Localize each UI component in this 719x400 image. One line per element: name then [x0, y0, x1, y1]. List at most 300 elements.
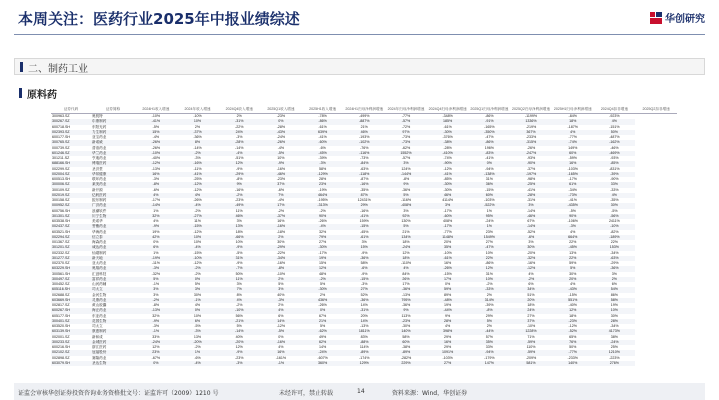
growth-cell: 5% [135, 277, 177, 282]
growth-cell: -16% [343, 182, 385, 187]
growth-cell: 30% [510, 245, 552, 250]
growth-cell: -9% [135, 319, 177, 324]
growth-cell: 185% [427, 119, 469, 124]
growth-cell: -34% [260, 256, 302, 261]
growth-cell: 5% [278, 282, 284, 286]
page-number: 14 [357, 388, 365, 395]
growth-cell: 5% [469, 319, 511, 324]
growth-cell: -26% [193, 198, 202, 202]
growth-cell: 4% [278, 345, 284, 349]
growth-cell: -19% [318, 187, 327, 192]
growth-cell: -26% [318, 303, 327, 307]
growth-cell: -87% [360, 177, 369, 181]
stock-name-cell: 黄山胶囊 [92, 303, 107, 307]
growth-cell: -30% [443, 187, 452, 192]
growth-cell: 19% [444, 303, 452, 307]
growth-cell: -49% [218, 203, 260, 208]
growth-cell: -37% [526, 166, 536, 171]
growth-cell: 9% [385, 308, 427, 313]
growth-cell: 50% [594, 130, 636, 135]
growth-cell: 408% [443, 219, 453, 223]
growth-cell: 23% [135, 350, 177, 355]
growth-cell: -9% [361, 271, 368, 276]
growth-cell: -22% [235, 124, 244, 129]
growth-cell: -25% [193, 177, 202, 181]
growth-cell: -2% [236, 303, 243, 307]
growth-cell: -17% [568, 177, 577, 181]
growth-cell: -47% [469, 245, 511, 250]
growth-cell: 18% [552, 119, 594, 124]
growth-cell: -36% [343, 256, 385, 261]
growth-cell: 3% [403, 208, 409, 213]
growth-cell: -86% [485, 114, 494, 118]
stock-code-cell: 300452.SZ [52, 282, 70, 286]
growth-cell: 61% [552, 182, 594, 187]
growth-cell: 21% [360, 124, 368, 129]
growth-cell: -56% [594, 214, 636, 219]
growth-cell: 0% [135, 361, 177, 366]
growth-cell: -46% [610, 145, 619, 150]
stock-name-cell: 新和成 [92, 334, 103, 339]
stock-name-cell: 新开源 [92, 187, 103, 192]
growth-cell: -2% [194, 271, 201, 276]
column-header: 2025Q1归母净利润增速 [469, 106, 511, 114]
growth-cell: 314% [469, 298, 511, 303]
growth-cell: -5% [194, 324, 201, 328]
growth-cell: 29% [444, 334, 452, 339]
growth-cell: 18% [385, 256, 427, 261]
growth-cell: 30% [193, 292, 202, 297]
growth-cell: -487% [609, 135, 620, 139]
growth-cell: 9% [445, 313, 451, 318]
growth-cell: -14% [526, 208, 536, 213]
stock-name-cell: 海森药业 [92, 240, 107, 244]
growth-cell: 2% [260, 235, 302, 240]
growth-cell: -24% [594, 340, 636, 345]
stock-code-cell: 002393.SZ [51, 130, 91, 135]
growth-cell: 129% [343, 361, 385, 366]
growth-cell: -86% [302, 119, 344, 124]
growth-cell: -66% [218, 235, 260, 240]
growth-cell: 26% [385, 277, 427, 282]
growth-cell: -8% [402, 177, 410, 181]
growth-cell: -16% [276, 261, 286, 265]
growth-cell: 140% [385, 329, 427, 334]
growth-cell: -94% [485, 166, 494, 171]
growth-cell: -189% [594, 235, 636, 240]
stock-name-cell: 冠福股份 [91, 350, 135, 355]
growth-cell: -8% [260, 266, 302, 271]
growth-cell: 10% [235, 240, 243, 244]
growth-cell: -110% [400, 261, 412, 265]
growth-cell: 0% [153, 240, 159, 244]
growth-cell: 4% [594, 193, 636, 198]
growth-cell: -31% [526, 198, 536, 202]
stock-name-cell: 力生制药 [91, 130, 135, 135]
growth-cell: -6% [194, 355, 201, 360]
stock-name-cell: 司太立 [91, 287, 135, 292]
growth-cell: -39% [594, 172, 636, 177]
growth-cell: -24% [485, 219, 494, 223]
growth-cell: -3% [552, 224, 594, 229]
growth-cell: -5% [152, 124, 160, 129]
subsection-marker [19, 88, 22, 98]
growth-cell: 581% [510, 361, 552, 366]
growth-cell: -84% [343, 161, 385, 166]
growth-cell: 10% [594, 308, 636, 313]
growth-cell: -23% [235, 355, 244, 360]
growth-cell: -76% [360, 145, 369, 150]
growth-cell: -28% [218, 140, 260, 145]
growth-cell: -41% [526, 187, 536, 192]
growth-cell: -12% [135, 161, 177, 166]
growth-cell: 149% [568, 145, 578, 150]
growth-cell: -94% [469, 350, 511, 355]
growth-cell: -90% [510, 161, 552, 166]
stock-code-cell: 300233.SZ [51, 340, 91, 345]
growth-cell: 25% [610, 345, 618, 349]
growth-cell: 2% [486, 324, 492, 328]
growth-cell: 10% [193, 240, 202, 244]
growth-cell: 13% [193, 334, 202, 339]
stock-name-cell: 浙江医药 [92, 345, 107, 349]
column-header: 2025Q2扣非增速 [635, 106, 677, 114]
stock-code-cell: 688166.SH [51, 161, 91, 166]
growth-cell: 360% [302, 361, 344, 366]
growth-cell: 3% [260, 287, 302, 292]
growth-cell: 32% [318, 229, 327, 234]
stock-code-cell: 002898.SZ [52, 355, 70, 360]
stock-name-cell: 华海药业 [92, 229, 107, 234]
stock-name-cell: 金河生物 [92, 292, 107, 297]
growth-cell: 90% [552, 214, 594, 219]
growth-cell: 276% [594, 361, 636, 366]
growth-cell: 4% [570, 229, 576, 234]
growth-cell: 58% [318, 166, 327, 171]
growth-cell: 113% [401, 313, 411, 318]
header-divider [14, 34, 705, 35]
brand-name: 华创研究 [665, 14, 705, 25]
growth-cell: -6% [343, 266, 385, 271]
growth-cell: 367% [510, 130, 552, 135]
growth-cell: 159% [359, 219, 369, 223]
stock-code-cell: 300267.SZ [51, 119, 91, 124]
growth-cell: 5% [194, 282, 201, 286]
growth-cell: 15% [343, 245, 385, 250]
growth-cell: 3% [427, 203, 469, 208]
growth-cell: 31% [218, 256, 260, 261]
growth-cell: -8% [135, 182, 177, 187]
stock-code-cell: 301301.SZ [51, 214, 91, 219]
growth-cell: -2% [194, 208, 201, 213]
section-marker [20, 62, 23, 72]
growth-cell: -6% [319, 145, 326, 150]
growth-cell: 4% [528, 271, 534, 276]
growth-cell: -197% [510, 172, 552, 177]
column-header: 2024年归母净利润增速 [385, 106, 427, 114]
growth-cell: 2% [278, 303, 284, 307]
section-title: 二、制药工业 [28, 64, 88, 75]
growth-cell: -24% [276, 135, 286, 139]
growth-cell: 4% [218, 298, 260, 303]
growth-cell: -45% [552, 245, 594, 250]
growth-cell: -67% [151, 355, 161, 360]
growth-cell: -11% [193, 166, 202, 171]
growth-cell: 76% [552, 340, 594, 345]
stock-code-cell: 002688.SZ [52, 292, 70, 297]
growth-cell: -4% [152, 135, 160, 139]
growth-cell: -85% [594, 161, 636, 166]
growth-cell: -13% [360, 324, 369, 328]
growth-cell: 5% [319, 324, 326, 328]
growth-cell: 29% [444, 345, 452, 349]
growth-cell: -44% [427, 308, 469, 313]
growth-cell: -116% [343, 151, 385, 156]
stock-code-cell: 002001.SZ [52, 334, 70, 339]
stock-code-cell: 603229.SH [51, 266, 91, 271]
growth-cell: 67% [527, 219, 535, 223]
growth-cell: 12% [402, 250, 410, 255]
growth-cell: -29% [218, 172, 260, 177]
stock-name-cell: 亿帆医药 [91, 193, 135, 198]
stock-code-cell: 000739.SZ [52, 145, 70, 150]
stock-name-cell: 亚宝药业 [92, 135, 107, 139]
growth-cell: -11% [151, 261, 160, 265]
growth-cell: -2% [302, 277, 344, 282]
growth-cell: 38% [610, 334, 618, 339]
growth-cell: -26% [318, 219, 327, 223]
stock-name-cell: 莱美药业 [91, 182, 135, 187]
growth-cell: 2% [594, 277, 636, 282]
growth-cell: -14% [510, 224, 552, 229]
stock-code-cell: 000952.SZ [51, 203, 91, 208]
growth-cell: 27% [485, 240, 493, 244]
growth-cell: -223% [609, 355, 620, 360]
growth-cell: -60% [427, 214, 469, 219]
growth-cell: -36% [385, 287, 427, 292]
stock-name-cell: 金城医药 [91, 340, 135, 345]
growth-cell: -45% [360, 229, 369, 234]
growth-cell: 2% [319, 292, 326, 297]
growth-cell: 86% [610, 292, 618, 297]
stock-code-cell: 600267.SH [51, 308, 91, 313]
growth-cell: 19% [610, 303, 618, 307]
growth-cell: -1% [152, 282, 160, 286]
growth-cell: 57% [485, 334, 493, 339]
growth-cell: -6% [152, 187, 160, 192]
growth-cell: 24% [218, 130, 260, 135]
growth-cell: 1% [153, 250, 159, 255]
growth-cell: 4% [445, 324, 451, 328]
growth-cell: -408% [385, 203, 427, 208]
brand-logo [650, 10, 705, 25]
growth-cell: -41% [343, 214, 385, 219]
stock-code-cell: 300401.SZ [51, 319, 91, 324]
growth-cell: -9% [236, 261, 243, 265]
growth-cell: 95% [469, 214, 511, 219]
growth-cell: 35% [427, 245, 469, 250]
growth-cell: -10% [135, 151, 177, 156]
growth-cell: 5% [385, 193, 427, 198]
growth-cell: 1% [153, 208, 159, 213]
growth-cell: -16% [235, 187, 244, 192]
growth-cell: -16% [360, 208, 369, 213]
stock-name-cell: 赛隆药业 [92, 355, 107, 360]
growth-cell: -83% [469, 151, 511, 156]
growth-cell: 4% [135, 193, 177, 198]
growth-cell: -29% [610, 261, 619, 265]
stock-name-cell: 亚太药业 [92, 261, 107, 265]
growth-cell: -59% [510, 350, 552, 355]
table-body [51, 114, 677, 367]
growth-cell: 16% [260, 350, 302, 355]
growth-cell: -88% [343, 340, 385, 345]
growth-cell: -16% [526, 261, 536, 265]
growth-cell: -12% [443, 166, 452, 171]
growth-cell: -73% [385, 140, 427, 145]
stock-code-cell: 300561.SH [52, 271, 70, 276]
growth-cell: -36% [401, 187, 411, 192]
footer-source: 资料来源：Wind，华创证券 [392, 390, 468, 397]
growth-cell: 30% [569, 271, 577, 276]
growth-cell: 71% [527, 334, 535, 339]
growth-cell: 1% [177, 350, 219, 355]
stock-code-cell: 603521.SH [52, 229, 70, 234]
growth-cell: -138% [469, 172, 511, 177]
growth-cell: 12% [552, 308, 594, 313]
growth-cell: 30% [610, 313, 618, 318]
growth-cell: -26% [260, 140, 302, 145]
growth-cell: -37% [177, 130, 219, 135]
growth-cell: 0% [177, 308, 219, 313]
growth-cell: -57% [385, 119, 427, 124]
growth-cell: 3% [528, 240, 534, 244]
growth-cell: 40% [277, 292, 285, 297]
growth-cell: -77% [568, 135, 577, 139]
growth-cell: -2% [486, 282, 493, 286]
growth-cell: -187% [567, 124, 578, 129]
growth-cell: -73% [360, 156, 369, 160]
growth-cell: -15% [443, 271, 452, 276]
stock-name-cell: 富祥药业 [91, 277, 135, 282]
growth-cell: -35% [360, 187, 369, 192]
stock-code-cell: 300497.SZ [51, 277, 91, 282]
subsection-title: 原料药 [27, 90, 57, 101]
growth-cell: -14% [193, 145, 202, 150]
growth-cell: -24% [302, 350, 344, 355]
growth-cell: 97% [385, 130, 427, 135]
growth-cell: -41% [485, 156, 494, 160]
growth-cell: -28% [276, 124, 286, 129]
growth-cell: -34% [610, 250, 619, 255]
growth-cell: -62% [401, 145, 411, 150]
stock-code-cell: 603079.SH [51, 361, 91, 366]
growth-cell: -10% [218, 308, 260, 313]
growth-cell: 50% [235, 271, 243, 276]
growth-cell: -2% [319, 208, 326, 213]
growth-cell: 59% [569, 261, 577, 265]
growth-cell: 83% [360, 334, 368, 339]
stock-name-cell: 灵康药业 [91, 298, 135, 303]
growth-cell: 398% [427, 329, 469, 334]
growth-cell: 30% [277, 240, 285, 244]
growth-cell: -118% [343, 172, 385, 177]
stock-name-cell: 尔康制药 [91, 119, 135, 124]
growth-cell: -61% [318, 124, 327, 129]
growth-cell: -348% [442, 114, 453, 118]
growth-cell: -2% [177, 151, 219, 156]
growth-cell: -74% [443, 156, 452, 160]
growth-cell: -12% [276, 324, 286, 328]
growth-cell: -1% [260, 361, 302, 366]
growth-cell: -59% [568, 156, 577, 160]
growth-cell: -16% [177, 161, 219, 166]
growth-cell: 23% [302, 182, 344, 187]
stock-name-cell: 东阳光药 [92, 124, 107, 129]
column-header: 2024H1收入增速 [135, 106, 177, 114]
growth-cell: 153% [594, 245, 636, 250]
stock-name-cell: 联环药业 [92, 177, 107, 181]
growth-cell: 5% [385, 224, 427, 229]
column-header: 2025H1收入增速 [302, 106, 344, 114]
growth-cell: -41% [427, 172, 469, 177]
stock-name-cell: 普洛药业 [92, 145, 107, 150]
growth-cell: -282% [400, 355, 412, 360]
growth-cell: -41% [318, 135, 327, 139]
growth-cell: -3% [218, 361, 260, 366]
growth-cell: -52% [552, 329, 594, 334]
growth-cell: 58% [402, 334, 410, 339]
growth-cell: -61% [343, 235, 385, 240]
growth-cell: 32% [152, 313, 160, 318]
growth-cell: -32% [510, 256, 552, 261]
growth-cell: -435% [552, 203, 594, 208]
growth-cell: 46% [427, 193, 469, 198]
growth-cell: 664% [552, 235, 594, 240]
growth-cell: 15% [135, 130, 177, 135]
growth-cell: -23% [235, 198, 244, 202]
growth-cell: -46% [260, 172, 302, 177]
growth-cell: 92% [385, 214, 427, 219]
growth-cell: -3% [152, 177, 160, 181]
growth-cell: 1549% [469, 235, 511, 240]
growth-cell: -57% [401, 156, 411, 160]
stock-name-cell: 信立泰 [91, 235, 135, 240]
growth-cell: -161% [275, 355, 287, 360]
growth-cell: -12% [510, 266, 552, 271]
stock-name-cell: 华兰药业 [91, 151, 135, 156]
growth-cell: 436% [302, 298, 344, 303]
growth-cell: 12431% [357, 198, 371, 202]
stock-name-cell: 振东制药 [92, 198, 107, 202]
growth-cell: -162% [594, 140, 636, 145]
growth-cell: 13% [569, 250, 577, 255]
growth-cell: -17% [443, 208, 452, 213]
growth-cell: 12% [152, 345, 160, 349]
stock-name-cell: 汇创科技 [92, 271, 107, 276]
growth-cell: -410% [427, 151, 469, 156]
growth-cell: 4% [153, 219, 159, 223]
growth-cell: 1% [469, 224, 511, 229]
growth-cell: 1% [486, 208, 492, 213]
growth-cell: -25% [510, 182, 552, 187]
growth-cell: 2% [486, 292, 492, 297]
growth-cell: 24% [510, 308, 552, 313]
growth-cell: 1336% [510, 119, 552, 124]
growth-cell: -15% [343, 277, 385, 282]
growth-cell: -61% [427, 256, 469, 261]
stock-code-cell: 002299.SZ [52, 166, 70, 171]
